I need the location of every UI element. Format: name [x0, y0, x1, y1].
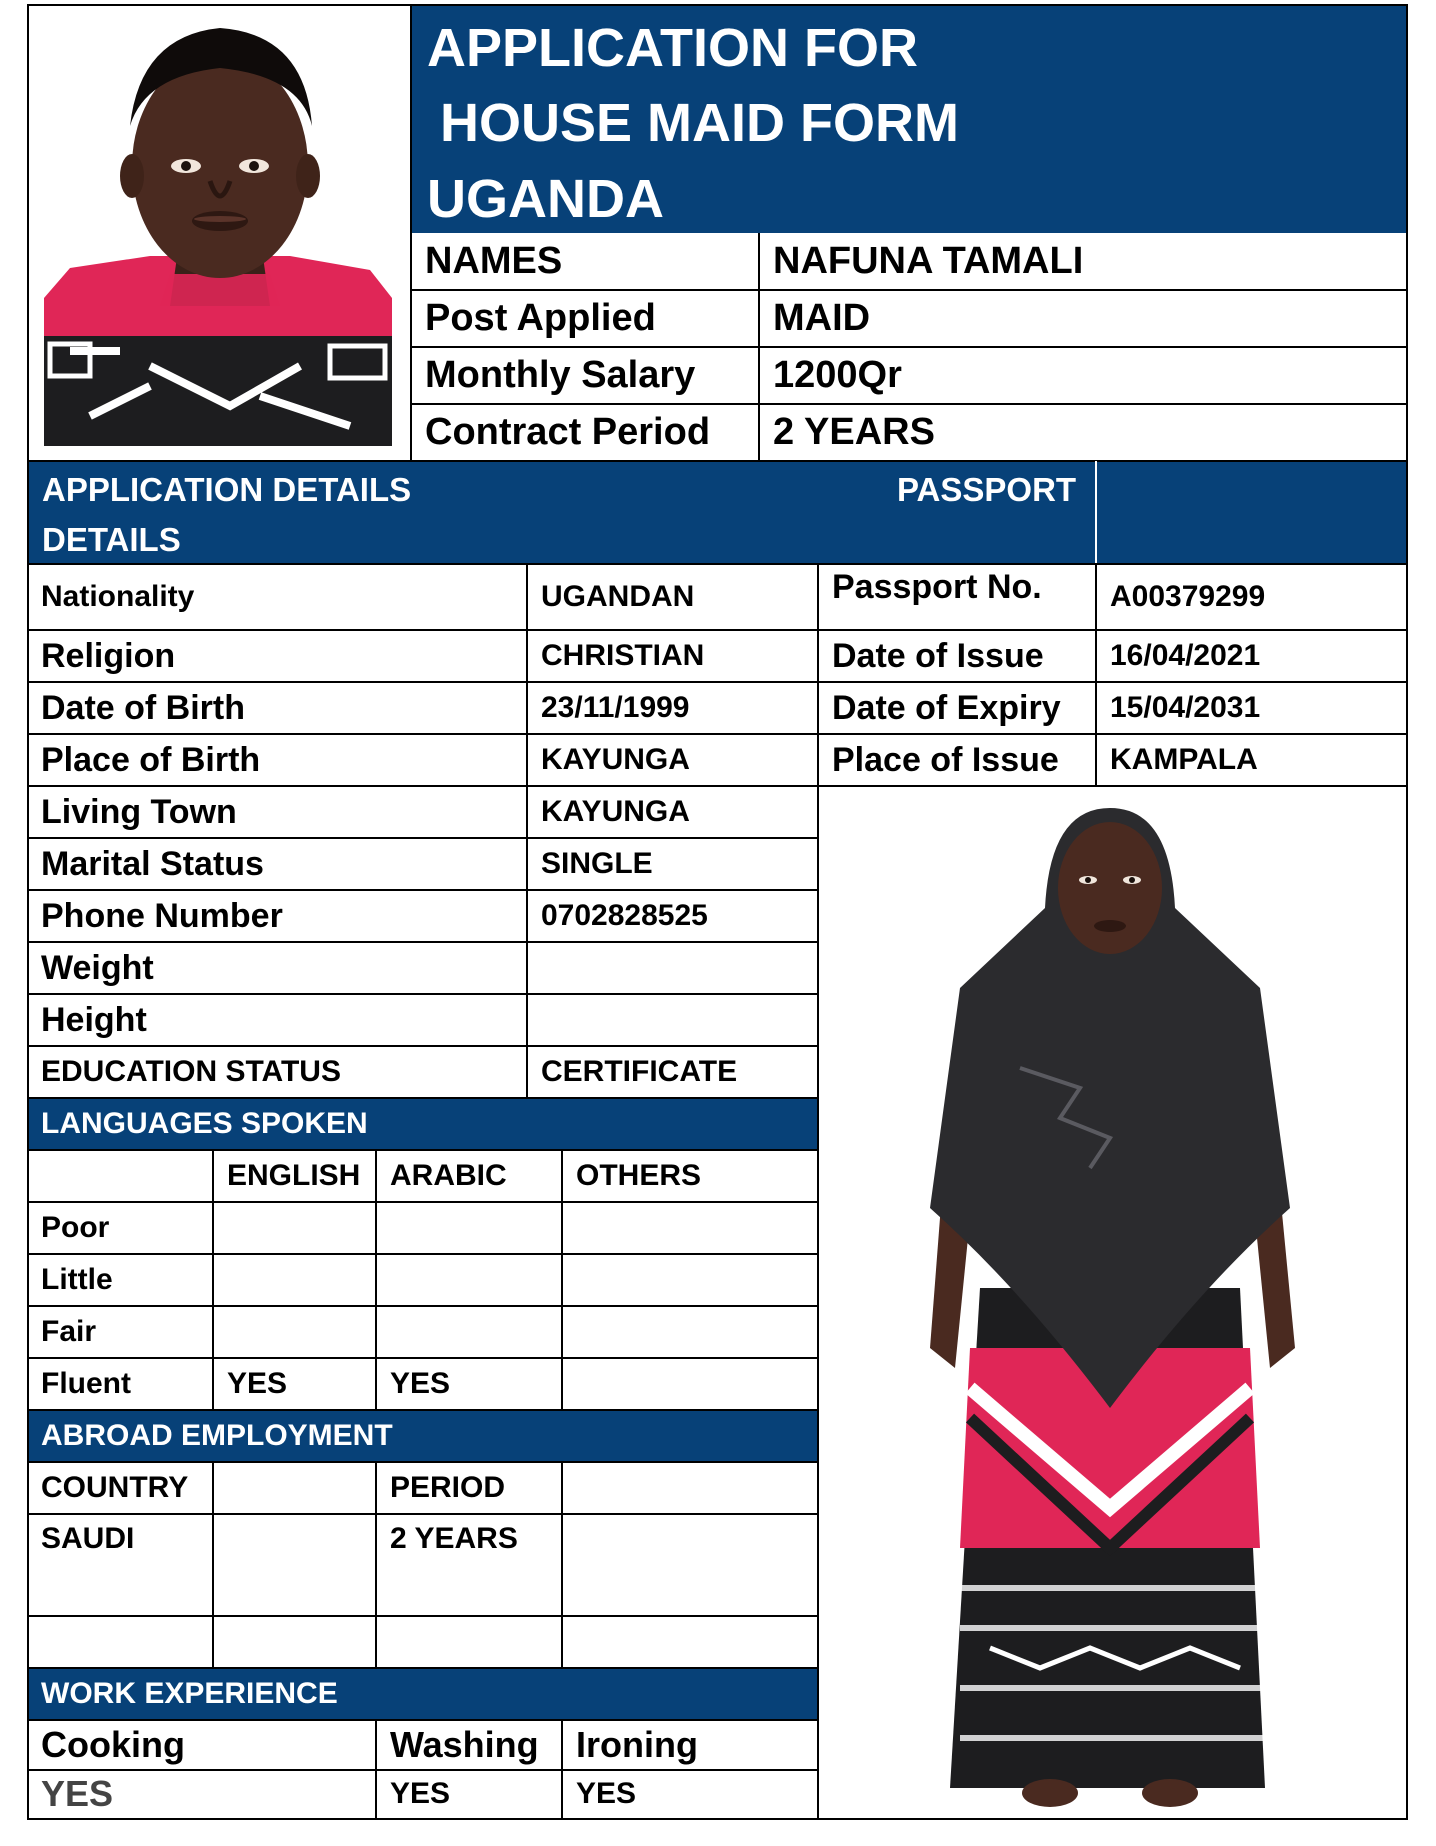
passport-section-title: PASSPORT [897, 471, 1077, 508]
passport-label-issue-date: Date of Issue [832, 636, 1044, 675]
detail-label-phone: Phone Number [41, 896, 283, 935]
full-body-photo [820, 788, 1406, 1818]
abroad-col-country: COUNTRY [41, 1471, 189, 1504]
abroad-col-period: PERIOD [390, 1471, 506, 1504]
grid-line [375, 1150, 377, 1410]
grid-line [27, 733, 1408, 735]
abroad-row1-country: SAUDI [41, 1522, 135, 1555]
grid-line [27, 1097, 818, 1099]
grid-line [411, 289, 1407, 291]
grid-line [526, 564, 528, 1098]
languages-col-others: OTHERS [576, 1159, 702, 1192]
work-value-ironing: YES [576, 1777, 637, 1810]
abroad-row1-blank1 [213, 1514, 376, 1616]
summary-label-contract: Contract Period [425, 411, 711, 453]
languages-row-little-others [562, 1254, 818, 1306]
passport-value-issue-date: 16/04/2021 [1110, 639, 1261, 672]
detail-value-pob: KAYUNGA [541, 743, 690, 776]
detail-value-nationality: UGANDAN [541, 580, 695, 613]
form-title-block [411, 4, 1407, 233]
work-col-ironing: Ironing [576, 1724, 698, 1765]
languages-row-poor-english [213, 1202, 376, 1254]
grid-line [27, 1045, 818, 1047]
grid-line [27, 681, 1408, 683]
form-title-line3: UGANDA [427, 169, 664, 229]
headshot-illustration [30, 6, 408, 446]
grid-line [561, 1150, 563, 1410]
detail-label-education: EDUCATION STATUS [41, 1055, 341, 1088]
detail-label-pob: Place of Birth [41, 740, 261, 779]
grid-line [27, 785, 1408, 787]
detail-label-height: Height [41, 1000, 147, 1039]
abroad-row2-period [376, 1616, 562, 1668]
grid-line [212, 1150, 214, 1410]
passport-label-number: Passport No. [832, 568, 1042, 606]
work-col-washing: Washing [390, 1724, 539, 1765]
languages-row-fair-label: Fair [41, 1315, 97, 1348]
form-title-line2: HOUSE MAID FORM [440, 93, 959, 153]
grid-line [27, 1461, 818, 1463]
languages-row-fluent-arabic: YES [390, 1367, 451, 1400]
detail-label-religion: Religion [41, 636, 176, 675]
grid-line [27, 889, 818, 891]
work-col-cooking: Cooking [41, 1724, 185, 1765]
grid-line [27, 1818, 1408, 1820]
languages-header: LANGUAGES SPOKEN [27, 1098, 818, 1150]
languages-col-blank [27, 1150, 213, 1202]
summary-value-post: MAID [773, 297, 871, 339]
work-value-cooking: YES [41, 1773, 114, 1814]
work-experience-header: WORK EXPERIENCE [27, 1668, 818, 1720]
languages-row-fluent-label: Fluent [41, 1367, 131, 1400]
languages-row-fluent-others [562, 1358, 818, 1410]
passport-value-expiry-date: 15/04/2031 [1110, 691, 1261, 724]
grid-line [27, 460, 1408, 462]
languages-row-fair-english [213, 1306, 376, 1358]
summary-value-names: NAFUNA TAMALI [773, 240, 1084, 282]
summary-label-names: NAMES [425, 240, 563, 282]
application-details-title-line1: APPLICATION DETAILS [42, 471, 412, 508]
languages-row-fluent-english: YES [227, 1367, 288, 1400]
detail-value-phone: 0702828525 [541, 899, 708, 932]
grid-line [1406, 4, 1408, 1820]
languages-col-english: ENGLISH [227, 1159, 361, 1192]
grid-line [27, 1305, 818, 1307]
detail-label-dob: Date of Birth [41, 688, 245, 727]
headshot-photo [30, 6, 408, 446]
detail-label-living-town: Living Town [41, 792, 237, 831]
grid-line [561, 1462, 563, 1668]
summary-value-contract: 2 YEARS [773, 411, 935, 453]
grid-line [375, 1720, 377, 1819]
grid-line [561, 1720, 563, 1819]
grid-line [410, 4, 412, 462]
languages-row-fair-others [562, 1306, 818, 1358]
summary-label-post: Post Applied [425, 297, 656, 339]
abroad-row2-blank1 [213, 1616, 376, 1668]
detail-label-nationality: Nationality [41, 580, 195, 613]
abroad-col-blank1 [213, 1462, 376, 1514]
grid-line [27, 1719, 818, 1721]
abroad-col-blank2 [562, 1462, 818, 1514]
grid-line [27, 1615, 818, 1617]
detail-label-marital: Marital Status [41, 844, 264, 883]
languages-row-little-english [213, 1254, 376, 1306]
detail-value-weight [527, 942, 818, 994]
grid-line [411, 403, 1407, 405]
grid-line [817, 564, 819, 1820]
grid-line [27, 1253, 818, 1255]
summary-label-salary: Monthly Salary [425, 354, 696, 396]
passport-label-expiry-date: Date of Expiry [832, 688, 1061, 727]
grid-line [27, 1357, 818, 1359]
languages-row-little-arabic [376, 1254, 562, 1306]
passport-value-number: A00379299 [1110, 580, 1266, 613]
grid-line [375, 1462, 377, 1668]
abroad-employment-header: ABROAD EMPLOYMENT [27, 1410, 818, 1462]
languages-row-fair-arabic [376, 1306, 562, 1358]
grid-line [27, 1149, 818, 1151]
passport-value-issue-place: KAMPALA [1110, 743, 1258, 776]
languages-col-arabic: ARABIC [390, 1159, 507, 1192]
abroad-row1-period: 2 YEARS [390, 1522, 518, 1555]
languages-row-poor-label: Poor [41, 1211, 110, 1244]
application-details-title-line2: DETAILS [42, 521, 181, 558]
abroad-row1-blank2 [562, 1514, 818, 1616]
languages-row-poor-arabic [376, 1202, 562, 1254]
abroad-row2-blank2 [562, 1616, 818, 1668]
grid-line [27, 563, 1408, 565]
grid-line [27, 4, 1408, 6]
grid-line [27, 1667, 818, 1669]
detail-value-dob: 23/11/1999 [541, 691, 690, 724]
passport-label-issue-place: Place of Issue [832, 740, 1059, 779]
detail-value-living-town: KAYUNGA [541, 795, 690, 828]
grid-line [27, 993, 818, 995]
detail-value-marital: SINGLE [541, 847, 653, 880]
form-title-line1: APPLICATION FOR [427, 18, 918, 78]
grid-line [27, 837, 818, 839]
grid-line [27, 1409, 818, 1411]
languages-row-little-label: Little [41, 1263, 113, 1296]
detail-value-height [527, 994, 818, 1046]
grid-line [27, 1769, 818, 1771]
abroad-row2-country [27, 1616, 213, 1668]
detail-value-religion: CHRISTIAN [541, 639, 705, 672]
work-value-washing: YES [390, 1777, 451, 1810]
detail-label-weight: Weight [41, 948, 154, 987]
full-body-illustration [820, 788, 1406, 1818]
languages-row-poor-others [562, 1202, 818, 1254]
grid-line [411, 346, 1407, 348]
summary-value-salary: 1200Qr [773, 354, 902, 396]
grid-line [27, 629, 1408, 631]
grid-line [27, 1201, 818, 1203]
grid-line [27, 941, 818, 943]
application-details-header [27, 461, 1407, 564]
grid-line [1095, 564, 1097, 786]
grid-line [212, 1462, 214, 1668]
grid-line [27, 4, 29, 1820]
grid-line [27, 1513, 818, 1515]
detail-value-education: CERTIFICATE [541, 1055, 738, 1088]
